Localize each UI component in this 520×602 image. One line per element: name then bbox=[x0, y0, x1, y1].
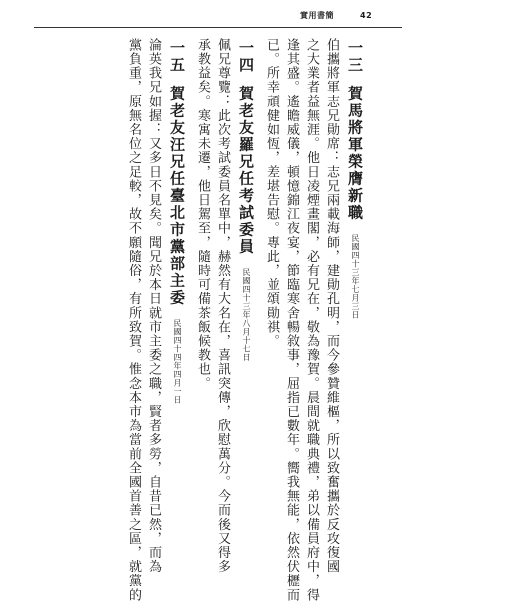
letter-text-line: 之大業者益無涯。他日凌煙畫閣，必有兄在，敬為豫賀。晨間就職典禮，弟以備員府中，得 bbox=[304, 38, 319, 602]
letter-title: 賀老友羅兄任考試委員 bbox=[237, 85, 255, 256]
letter-number: 一四 bbox=[237, 40, 255, 74]
letter-date: 民國四十三年八月十七日 bbox=[242, 268, 251, 362]
letter-text-line: 逢其盛。遙瞻威儀，頓憶錦江夜宴，節臨寒舍暢敘事，屈指已數年。嚮我無能，依然伏櫪而 bbox=[284, 38, 299, 602]
letter-date: 民國四十三年七月三日 bbox=[351, 234, 360, 320]
letter-text-line: 伯攜將軍志兄勛席：志兄兩載海師，建勛孔明，而今參贊維樞，所以致奮攜於反攻復國 bbox=[324, 38, 339, 574]
letter-number: 一三 bbox=[346, 40, 364, 74]
letter-text-line: 承教益矣。寒寓未遷，他日駕至，隨時可備茶飯候教也。 bbox=[195, 38, 210, 391]
letter-text-line: 黨負重，原無名位之足較，故不願隨俗，有所致賀。惟念本市為當前全國首善之區，就黨的 bbox=[126, 38, 141, 602]
page-number: 42 bbox=[360, 11, 373, 20]
running-header bbox=[300, 10, 372, 24]
letter-text-line: 佩兄尊覽：此次考試委員名單中，赫然有大名在，喜訊突傳，欣慰萬分。今而後又得多 bbox=[215, 38, 230, 574]
header-rule bbox=[34, 27, 402, 28]
book-title: 實用書簡 bbox=[300, 11, 334, 20]
letter-date: 民國四十四年四月一日 bbox=[173, 319, 182, 405]
letter-text-line: 淪英我兄如握：又多日不見矣。聞兄於本日就市主委之職，賢者多勞，自昔已然，而為 bbox=[146, 38, 161, 574]
letter-title: 賀馬將軍榮膺新職 bbox=[346, 85, 364, 222]
letter-title: 賀老友汪兄任臺北市黨部主委 bbox=[168, 85, 186, 307]
letter-heading bbox=[167, 40, 187, 404]
letter-heading bbox=[236, 40, 256, 362]
letter-heading bbox=[345, 40, 365, 319]
letter-text-line: 已。所幸頑健如恆，差堪告慰。專此，並頌勛祺。 bbox=[264, 38, 279, 349]
letter-number: 一五 bbox=[168, 40, 186, 74]
